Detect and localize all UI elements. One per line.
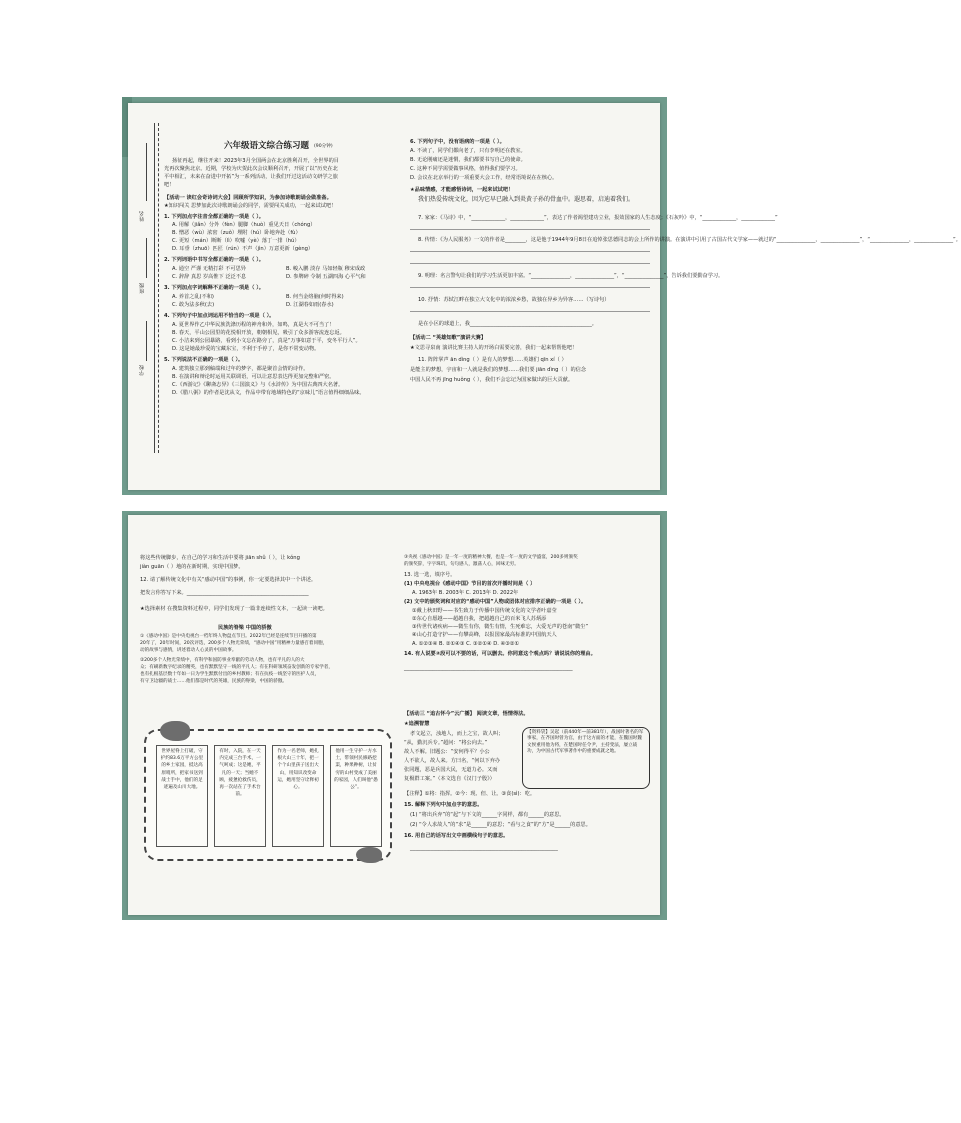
q4-option: A. 夏世界作乙中华民族洗涤历程的神舟和外，如鸣，真是大不可当了！ bbox=[172, 322, 335, 328]
q4-option: B. 春天，平山公园里的花悦相开放，朝朝相见，吸引了众多游客流连忘返。 bbox=[172, 330, 345, 336]
reference-text: 【资料袋】吴起（前440年—前381年），战国时著名的军事家，在齐国时曾为官，由于这方面的才能，在魏国时魏文侯重用他为将，在楚国时任令尹，主持变法，屡立战功，为中国古代军事著作中的重要成就之地。 bbox=[527, 730, 644, 755]
question-4: 4. 下列句子中加点词运用不恰当的一项是（ ）。 bbox=[164, 313, 275, 319]
q5-option: B. 在演讲和辩论时运用关联调语，可以让意思表达得更加完整和严密。 bbox=[172, 374, 335, 380]
activity-one-heading: 【活动一 读红会奇诗词大会】回顾所学知识，为参加诗歌朗诵会做准备。 bbox=[164, 195, 332, 201]
activity-three-heading: 【活动三 “追古怀今”云广播】 阅读文章，悟情得法。 bbox=[404, 711, 529, 717]
q6-option: A. 不读了，同学们都向老了，只有李明还在教室。 bbox=[410, 148, 526, 154]
top-line: 将这些传统脚步，在自己的学习和生活中要将 jiān shǔ（ ），让 kǒng bbox=[140, 555, 300, 561]
name-blank bbox=[146, 143, 147, 201]
q4-option: D. 这是她最珍爱的宝藏东宝，不利于手停了，是你不常变动物。 bbox=[172, 346, 320, 352]
panel-text: 有时，入院，在一天内完成三台手术，一气呵成；这是她，平凡的一天；当她不顾，疲惫抢救伤员，再一次站在了手术台前。 bbox=[219, 749, 261, 798]
answer-line bbox=[410, 287, 650, 288]
question-13-1: (1) 中央电视台《感动中国》节目的首次开播时间是（ ） bbox=[404, 581, 536, 587]
classic-line: 故人不解。旧题公：“安何得平？小公 bbox=[404, 749, 490, 755]
q5-option: D.《腊八粥》的作者是沈从文，作品中带有地域特色的“京味儿”语言值得细细品味。 bbox=[172, 390, 365, 396]
ink-blob-decoration bbox=[160, 721, 190, 741]
article-line: ③央视《感动中国》是一年一度的精神大餐，也是一年一度的文学盛宴，200多则颁奖 bbox=[404, 555, 578, 560]
q3-option: B. 何当金络脑(何时得来) bbox=[286, 294, 344, 300]
binding-line-dashed bbox=[158, 123, 159, 453]
q6-option: D. 会议在北京举行的一项重要大会工作，经常语境说在在核心。 bbox=[410, 175, 558, 181]
exam-sheet-two bbox=[128, 515, 660, 915]
panel-text: 他用一生守护一方水土，带领村民修路挖渠，种果种树，让贫穷的山村变成了美丽的家园，人们叫他“愚公”。 bbox=[334, 749, 378, 791]
article-line: ①《感动中国》是中央电视台一档年终人物盘点节目。2022年已经是连续节目开播的第 bbox=[140, 634, 317, 639]
q13-2-item: ④山心打造守护——有攀高峰，以报国家最高标准的中国航天人 bbox=[412, 632, 557, 638]
question-7: 7. 家家：《马诗》中，“_____________，_____________”，表达了作者渴望建功立业，报效国家的人生态度；《石灰吟》中，“_____________，_____________” bbox=[418, 215, 778, 221]
class-blank bbox=[146, 238, 147, 278]
question-16: 16. 用自己的话写出文中画横线句子的意思。 bbox=[404, 833, 509, 839]
question-1: 1. 下列加点字注音全都正确的一项是（ ）。 bbox=[164, 214, 264, 220]
exam-sheet-one bbox=[128, 103, 961, 490]
question-2: 2. 下列词语中书写全都正确的一项是（ ）。 bbox=[164, 257, 264, 263]
photo-page-two bbox=[122, 511, 667, 920]
q6-option: B. 无论刚痛还是迷惘，我们都要书写自己的使命。 bbox=[410, 157, 526, 163]
answer-line bbox=[410, 311, 650, 312]
q16-line: _________________________________________________________ bbox=[410, 845, 558, 851]
q12-line: 把发言你答写下来。_______________________________________________ bbox=[140, 590, 309, 596]
question-3: 3. 下列加点字词解释不正确的一项是（ ）。 bbox=[164, 285, 264, 291]
question-5: 5. 下列说法不正确的一项是（ ）。 bbox=[164, 357, 244, 363]
title-note: (90分钟) bbox=[314, 144, 333, 149]
top-line: jiàn guān（ ）地的在新时期，实现中国梦。 bbox=[140, 564, 244, 570]
q13-2-item: ②东心自愿越——超越自我，把超越自己的百米飞人苏炳添 bbox=[412, 616, 547, 622]
article-line: 众；有刷新数字纪录的精英，也有默默坚守一线的平凡人；有在科研领域奋发创新的专家学者， bbox=[140, 665, 333, 670]
article-line: 20年了，20年时间，20次评选，200多个人物光荣绩，“感动中国”用精神力量感召着同胞， bbox=[140, 641, 328, 646]
q3-option: C. 敢为法多秋(去) bbox=[172, 302, 215, 308]
intro-line: 扬征再起，继往开来！2023年3月全国两会在北京胜利召开，全世界的目 bbox=[172, 158, 339, 164]
side-label-name: 姓名 bbox=[139, 211, 145, 222]
question-6: 6. 下列句子中，没有语病的一项是（ ）。 bbox=[410, 139, 505, 145]
question-13-2: (2) 文中的颁奖词和对应的“感动中国”人物或团体对应排序正确的一项是（ ）。 bbox=[404, 599, 587, 605]
q14-line: _________________________________________________________________ bbox=[404, 665, 573, 671]
intro-line: 光再次聚焦北京。近期，学校为庆贺此次会议顺利召开，开展了以“历史在北 bbox=[164, 166, 338, 172]
panel-text: 世界屋脊上打破，守护约83.6万平方公里的乡土家园，抵达高原哨所，把家书送到战士手中，他们的足迹遍及山川大地。 bbox=[160, 749, 204, 791]
section-reading: ★选择素材 在搜集资料过程中，同学们发现了一篇非连续性文本，一起读一读吧。 bbox=[140, 606, 328, 612]
ink-blob-decoration bbox=[356, 847, 382, 863]
question-11-cont: 是能主的梦想，宇宙和一人就是我们的梦想……我们要 jiān dìng（ ）的信念 bbox=[410, 367, 587, 373]
q4-option: C. 小洁来到公园暴路，看到小文忘在路旁了，真是“万事如意于平，变冬平行人”。 bbox=[172, 338, 361, 344]
question-15: 15. 解释下列句中加点字的意思。 bbox=[404, 802, 483, 808]
school-blank bbox=[146, 321, 147, 361]
q13-2-item: ③传世代诸疾病——微生有你，微生有情，生死难忘，大爱无声的苍南“微尘” bbox=[412, 624, 589, 630]
answer-line bbox=[410, 263, 650, 264]
q6-option: C. 这种不同学需要做事风格，值得我们要学习。 bbox=[410, 166, 521, 172]
q2-option: B. 峻入鹏 淡存 马如轻瓶 穆宋成政 bbox=[286, 266, 366, 272]
intro-line: 平中相汇，未来在奋进中开拓”为一系列活动，让我们开过这活动文研学之旅 bbox=[164, 174, 338, 180]
question-12: 12. 请了解传统文化中有关“感动中国”的事例，你一定要选择其中一个讲述。 bbox=[140, 577, 317, 583]
q2-option: C. 辞辞 真思 岁高惟下 泛泛不息 bbox=[172, 274, 247, 280]
q2-option: A. 通空 严谨 无精打彩 不可思异 bbox=[172, 266, 246, 272]
reference-box bbox=[522, 727, 650, 789]
classic-line: “从，勤沉兵专。”超问：“将公向去。” bbox=[404, 740, 488, 746]
panel-box bbox=[272, 745, 324, 847]
q15-item: (2) “令人求故人”的“求”是______的意思；“看与之食”的“方”是______的意思。 bbox=[410, 822, 591, 828]
question-14: 14. 有人说要②段可以不要的话，可以删去。你同意这个观点吗？请说说你的理由。 bbox=[404, 651, 596, 657]
q13-1-options: A. 1963年 B. 2003年 C. 2013年 D. 2022年 bbox=[412, 590, 519, 596]
q5-option: A. 建筑独立那到稿端和过年的梦字，都是聚首会情的诗作。 bbox=[172, 366, 309, 372]
article-line: ②200多个人物光荣绩中，有科学和国防事业奉献的劳动人物，也有平凡的人的大 bbox=[140, 658, 305, 663]
notes: 【注释】①将：指挥。②今：现、但、让。③食(sì)：吃。 bbox=[404, 791, 536, 797]
question-9: 9. 明理：名言警句让我们的学习生活更加丰富。“_______________，_______________”，“_______________”，告诉我们要勤奋学习。 bbox=[418, 273, 724, 279]
side-label-class: 班级 bbox=[139, 283, 145, 294]
q13-2-item: ①戴上秋田野——书生致力于传播中国传统文化的文学者叶嘉莹 bbox=[412, 608, 557, 614]
side-label-school: 学校 bbox=[139, 365, 145, 376]
q5-option: C.《西游记》《聊斋志异》《三国演义》与《水浒传》为中国古典四大名著。 bbox=[172, 382, 344, 388]
answer-line bbox=[410, 229, 650, 230]
q1-option: B. 憎恶（wù）浓密（zuǒ）埋附（hú）卧地奔赴（fù） bbox=[172, 230, 301, 236]
q13-2-options: A. ①②③④ B. ②①④③ C. ③②①④ D. ④③②① bbox=[412, 641, 520, 647]
article-line: 动的故事与感情，讲述着动人心灵的中国故事。 bbox=[140, 648, 237, 653]
activity-one-sub: ★知识闯关 思梦加此次诗歌朗诵会的同学，需要闯关成功，一起来试试吧！ bbox=[164, 203, 337, 209]
question-13: 13. 选一选，填序号。 bbox=[404, 572, 456, 578]
activity-two-sub: ★文思寻泉南 演讲比赛主持人的开场白需要完善，我们一起来帮帮他吧！ bbox=[410, 345, 578, 351]
question-10: 10. 抒情：苏轼江畔在独立大文化中的浓浓乡愁，故独在异乡为异客……（写诗句） bbox=[418, 297, 610, 303]
emotion-text: 我们热爱传统文化，因为它早已融入到炎黄子孙的骨血中。遐思着，启迪着我们。 bbox=[418, 196, 635, 203]
q3-option: D. 江湖春如雨(春水) bbox=[286, 302, 334, 308]
panel-box bbox=[214, 745, 266, 847]
panel-box bbox=[156, 745, 208, 847]
classic-line: 复极群工案。”（本文选自《汉门子殷》） bbox=[404, 776, 495, 782]
question-8: 8. 传情：《为人民服务》一文的作者是________，这是他于1944年9月8日在追悼张思德同志的会上所作的讲演。在演讲中引用了古国古代文学家——就过的“_______________，_______________”，“_______________，_______________”。 bbox=[418, 237, 961, 243]
classic-line: 孝文起立，浊地人，而上之宝，故人叫； bbox=[410, 731, 504, 737]
q10-line: 是在小区的球道上，我_______________________________________________。 bbox=[418, 321, 597, 327]
question-11-cont: 中国人民不再 jīng huǒng（ ），我们不会忘记为国家做出的巨大贡献。 bbox=[410, 377, 574, 383]
intro-line: 吧！ bbox=[164, 182, 175, 188]
section-emotion: ★品味情感，才能感悟诗词，一起来试试吧！ bbox=[410, 187, 514, 193]
page-title: 六年级语文综合练习题 bbox=[224, 141, 310, 151]
classic-line: 张同题，恶是兵国大民，无道力必。又而 bbox=[404, 767, 498, 773]
section-classic: ★追溯智慧 bbox=[404, 721, 430, 727]
q2-option: D. 参牌碎 令制 五湖四海 心平气和 bbox=[286, 274, 366, 280]
question-11: 11. 阵阵掌声 ān dìng（ ）是有人的梦想……英雄们 qīn xí（ ） bbox=[418, 357, 567, 363]
q3-option: A. 养首之乱(不和) bbox=[172, 294, 214, 300]
q1-option: A. 用解（jiǎn）分外（fèn）腿脚（huò）重见天日（chóng） bbox=[172, 222, 316, 228]
article-title: 民族的脊梁 中国的骄傲 bbox=[218, 625, 272, 631]
answer-line bbox=[410, 251, 650, 252]
binding-line bbox=[154, 123, 155, 453]
classic-line: 人不欲人，故人来。方曰名，“何以下弃办 bbox=[404, 758, 501, 764]
article-line: 的颁奖辞，字字珠玑，句句感人，激荡人心，回味无穷。 bbox=[404, 562, 519, 567]
activity-two-heading: 【活动二 “英雄知歌”演讲大赛】 bbox=[410, 335, 487, 341]
photo-page-one bbox=[122, 97, 961, 495]
q1-option: D. 耳垂（zhuō）匹匠（rún）不声（jìn）万意更新（gèng） bbox=[172, 246, 314, 252]
panel-box bbox=[330, 745, 382, 847]
q1-option: C. 更短（mán）断断（lì）吹嘘（yè）落丁一排（hú） bbox=[172, 238, 300, 244]
panel-text: 作为一名老师，她扎根大山三十年，把一个个山里孩子送出大山，用知识改变命运，她用坚守诠释初心。 bbox=[277, 749, 319, 791]
q15-item: (1) “将出兵弃”的“起”与下文的______字同样，都有______的意思。 bbox=[410, 812, 565, 818]
article-line: 有守卫边疆的战士……他们都是时代的英雄，民族的脊梁，中国的骄傲。 bbox=[140, 679, 288, 684]
article-line: 也有扎根基层数十年如一日为学生默默付出的乡村教师；有在抗疫一线坚守的医护人员， bbox=[140, 672, 320, 677]
